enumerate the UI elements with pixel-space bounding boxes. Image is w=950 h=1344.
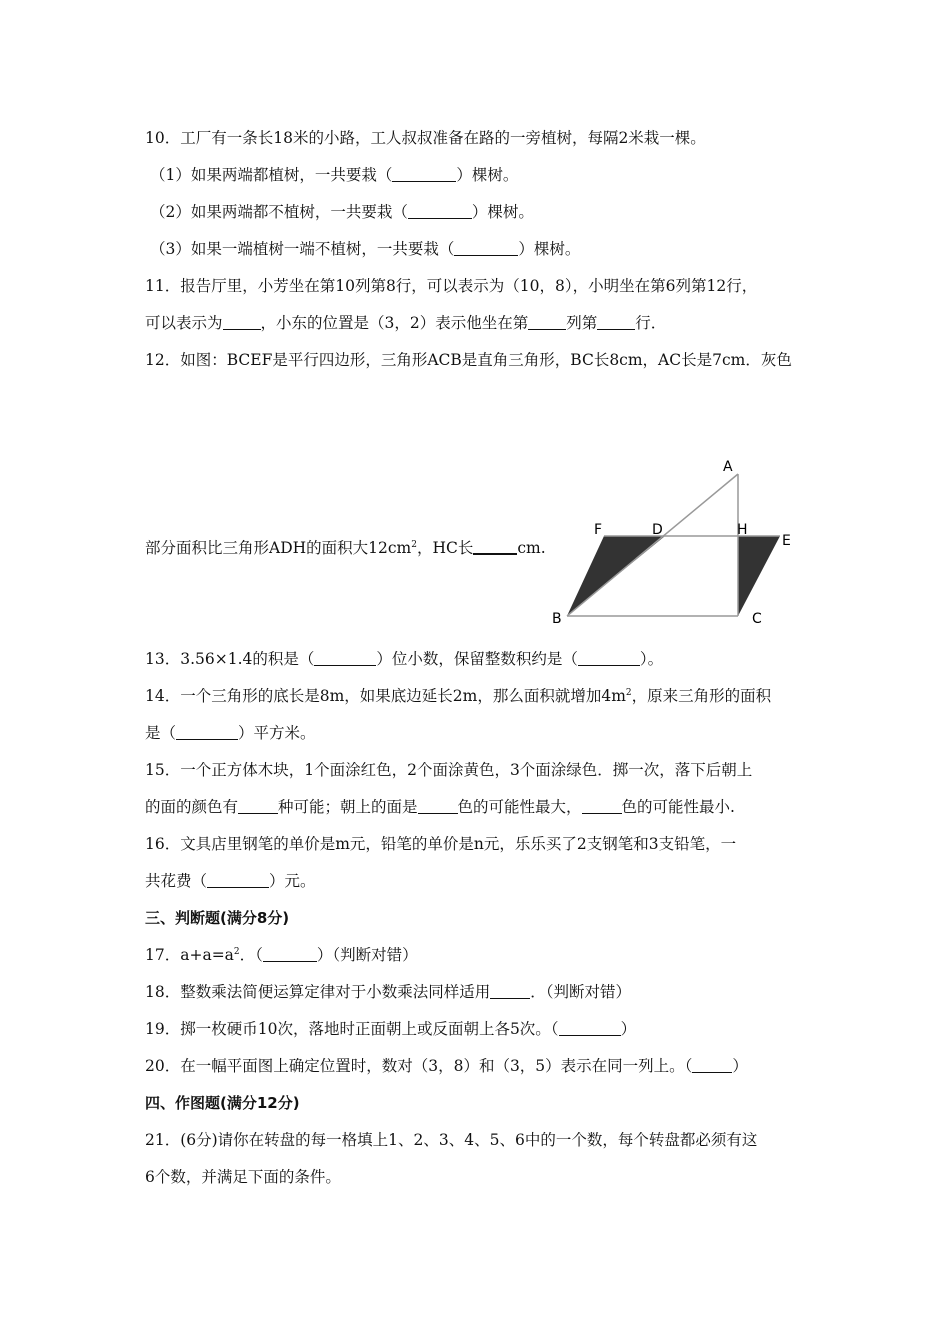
q15-blank-1[interactable] [238,798,278,814]
q10-part1-text: （1）如果两端都植树，一共要栽（ [150,166,393,184]
q10-part3 [150,239,580,259]
q18-text-a: 18．整数乘法简便运算定律对于小数乘法同样适用 [145,983,491,1001]
q14-sup: 2 [625,688,632,698]
label-d: D [652,522,663,538]
q12-line1: 12．如图：BCEF是平行四边形，三角形ACB是直角三角形，BC长8cm，AC长是7cm．灰色 [145,351,792,369]
q12-figure [540,450,800,635]
q14-text-c: 是（ [145,724,177,742]
q11-text-a: 可以表示为 [145,314,223,332]
q10-part1-end: ）棵树。 [456,166,519,184]
q20-text-b: ） [732,1057,748,1075]
q17-text-a: 17．a+a=a [145,946,234,964]
q16-text-a: 共花费（ [145,872,208,890]
q14-text-d: ）平方米。 [238,724,316,742]
q10-part2-end: ）棵树。 [471,203,534,221]
q10-part1-blank[interactable] [392,166,456,182]
q11-blank-1[interactable] [223,314,261,330]
q19-text-b: ） [620,1020,637,1038]
label-f: F [594,522,603,538]
q15-text-a: 的面的颜色有 [145,798,239,816]
q20-line [145,1056,748,1076]
q10-part3-end: ）棵树。 [518,240,581,258]
q17-blank[interactable] [263,946,317,962]
q16-line2 [145,871,316,891]
q20-text-a: 20．在一幅平面图上确定位置时，数对（3，8）和（3，5）表示在同一列上。（ [145,1057,693,1075]
q21-line2: 6个数，并满足下面的条件。 [145,1168,341,1186]
q15-text-d: 色的可能性最小. [621,798,735,816]
q14-line1 [145,686,771,706]
q13-text-b: ）位小数，保留整数积约是（ [376,650,578,668]
q16-line1: 16．文具店里钢笔的单价是m元，铅笔的单价是n元，乐乐买了2支钢笔和3支铅笔，一 [145,835,737,853]
q13-blank-2[interactable] [578,650,640,666]
q14-text-b: ，原来三角形的面积 [631,687,772,705]
label-e: E [782,533,791,549]
q11-text-b: ，小东的位置是（3，2）表示他坐在第 [260,314,529,332]
q12-text-b: ，HC长 [416,539,474,557]
q13-blank-1[interactable] [314,650,376,666]
q13-text-a: 13．3.56×1.4的积是（ [145,650,315,668]
q18-blank[interactable] [490,983,530,999]
label-b: B [552,611,562,627]
q10-part3-blank[interactable] [454,240,518,256]
q19-line [145,1019,636,1039]
q10-part1 [150,165,518,185]
q10-part2-text: （2）如果两端都不植树，一共要栽（ [150,203,408,221]
q17-text-c: ）（判断对错） [316,946,418,964]
q13-line [145,649,663,669]
q21-line1: 21．(6分)请你在转盘的每一格填上1、2、3、4、5、6中的一个数，每个转盘都必须有这 [145,1131,758,1149]
q12-blank[interactable] [473,538,517,555]
q18-text-b: ．（判断对错） [530,983,631,1001]
shaded-quad-hecc [738,536,780,616]
segment-ba [567,474,738,616]
q20-blank[interactable] [692,1057,732,1073]
q15-line1: 15．一个正方体木块，1个面涂红色，2个面涂黄色，3个面涂绿色．掷一次，落下后朝上 [145,761,753,779]
label-a: A [723,459,733,475]
q17-line [145,945,418,965]
q11-text-c: 列第 [566,314,598,332]
q17-sup: 2 [233,947,240,957]
q14-line2 [145,723,316,743]
q18-line [145,982,631,1002]
q15-line2 [145,797,735,817]
q15-blank-3[interactable] [582,798,622,814]
q14-text-a: 14．一个三角形的底长是8m，如果底边延长2m，那么面积就增加4m [145,687,626,705]
q19-text-a: 19．掷一枚硬币10次，落地时正面朝上或反面朝上各5次。（ [145,1020,559,1038]
label-h: H [737,522,748,538]
q12-text-c: cm. [517,539,546,557]
q12-text-a: 部分面积比三角形ADH的面积大12cm [145,539,412,557]
q19-blank[interactable] [559,1020,621,1036]
section-3-heading: 三、判断题(满分8分) [145,909,290,927]
q11-blank-3[interactable] [597,314,635,330]
q15-text-c: 色的可能性最大， [457,798,582,816]
q16-blank[interactable] [207,872,269,888]
q17-text-b: ．（ [239,946,263,964]
q10-part3-text: （3）如果一端植树一端不植树，一共要栽（ [150,240,455,258]
q11-blank-2[interactable] [528,314,566,330]
section-4-heading: 四、作图题(满分12分) [145,1094,300,1112]
label-c: C [752,611,762,627]
q11-text-d: 行． [635,314,667,332]
q13-text-c: ）。 [639,650,664,668]
q10-stem: 10．工厂有一条长18米的小路，工人叔叔准备在路的一旁植树，每隔2米栽一棵。 [145,129,706,147]
q12-line2 [145,538,546,558]
q14-blank[interactable] [176,724,238,740]
q15-text-b: 种可能；朝上的面是 [278,798,418,816]
q10-part2-blank[interactable] [408,203,472,219]
q10-part2 [150,202,534,222]
q16-text-b: ）元。 [269,872,316,890]
q11-line1: 11．报告厅里，小芳坐在第10列第8行，可以表示为（10，8），小明坐在第6列第12行， [145,277,758,295]
q12-sup: 2 [411,540,417,550]
q11-line2 [145,313,666,333]
q15-blank-2[interactable] [418,798,458,814]
